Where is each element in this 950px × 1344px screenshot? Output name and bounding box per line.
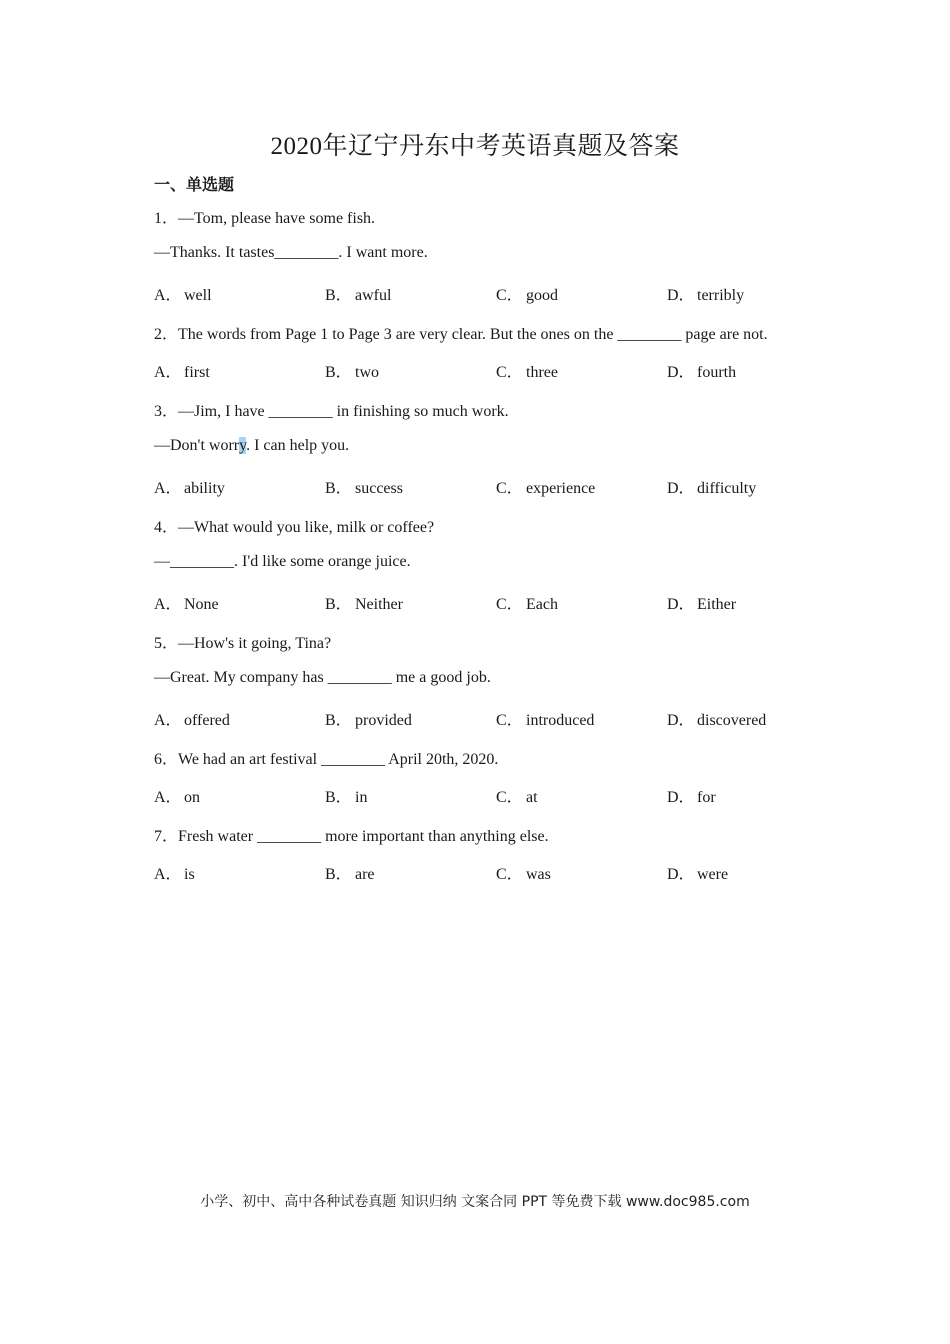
option-d: D． were	[667, 866, 729, 883]
question-4-line-2: —________. I'd like some orange juice.	[154, 553, 411, 570]
question-3-line-2: —Don't worry. I can help you.	[154, 437, 350, 454]
question-6-line-1: 6．We had an art festival ________ April 20th, 2020.	[154, 751, 499, 768]
question-1-line-1: 1．—Tom, please have some fish.	[154, 210, 376, 227]
question-5-options	[154, 707, 854, 729]
question-2-line-1: 2．The words from Page 1 to Page 3 are very clear. But the ones on the ________ page are not.	[154, 326, 768, 343]
option-b: B． two	[325, 364, 379, 381]
text-selection-highlight: y	[239, 437, 247, 454]
question-3-options	[154, 475, 854, 497]
question-1-line-2: —Thanks. It tastes________. I want more.	[154, 244, 428, 261]
option-b: B． are	[325, 866, 375, 883]
question-5-line-1: 5．—How's it going, Tina?	[154, 635, 332, 652]
option-a: A． first	[154, 364, 210, 381]
option-c: C． experience	[496, 480, 596, 497]
option-c: C． good	[496, 287, 558, 304]
option-a: A． is	[154, 866, 195, 883]
option-b: B． success	[325, 480, 403, 497]
option-c: C． introduced	[496, 712, 595, 729]
option-d: D． fourth	[667, 364, 737, 381]
option-a: A． None	[154, 596, 219, 613]
option-a: A． well	[154, 287, 212, 304]
option-b: B． in	[325, 789, 368, 806]
option-b: B． Neither	[325, 596, 403, 613]
page-footer: 小学、初中、高中各种试卷真题 知识归纳 文案合同 PPT 等免费下载 www.doc985.com	[200, 1194, 750, 1210]
option-b: B． provided	[325, 712, 412, 729]
question-4-options	[154, 591, 854, 613]
option-d: D． for	[667, 789, 716, 806]
section-heading: 一、单选题	[154, 175, 235, 194]
question-4-line-1: 4．—What would you like, milk or coffee?	[154, 519, 435, 536]
option-d: D． terribly	[667, 287, 745, 304]
question-7-line-1: 7．Fresh water ________ more important than anything else.	[154, 828, 549, 845]
option-a: A． ability	[154, 480, 225, 497]
option-d: D． difficulty	[667, 480, 757, 497]
question-6-options	[154, 784, 854, 806]
question-2-options	[154, 359, 854, 381]
option-c: C． at	[496, 789, 538, 806]
option-c: C． three	[496, 364, 558, 381]
option-c: C． was	[496, 866, 551, 883]
question-3-line-1: 3．—Jim, I have ________ in finishing so much work.	[154, 403, 509, 420]
option-c: C． Each	[496, 596, 558, 613]
question-5-line-2: —Great. My company has ________ me a good job.	[154, 669, 491, 686]
option-b: B． awful	[325, 287, 392, 304]
page-title: 2020年辽宁丹东中考英语真题及答案	[270, 133, 680, 160]
option-a: A． offered	[154, 712, 230, 729]
option-a: A． on	[154, 789, 200, 806]
question-7-options	[154, 861, 854, 883]
option-d: D． discovered	[667, 712, 767, 729]
question-1-options	[154, 282, 854, 304]
option-d: D． Either	[667, 596, 737, 613]
